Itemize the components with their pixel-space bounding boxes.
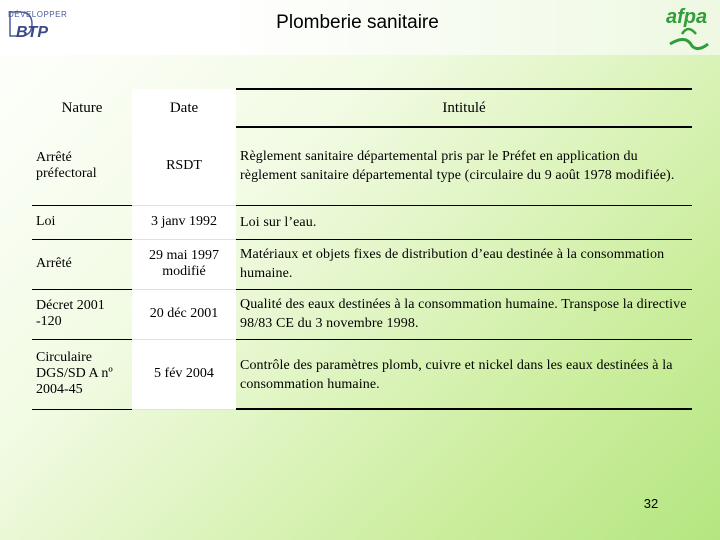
cell-date: RSDT xyxy=(132,127,236,205)
table-row xyxy=(32,127,692,205)
table-row xyxy=(32,289,692,339)
cell-date: 20 déc 2001 xyxy=(132,289,236,339)
slide-header xyxy=(0,0,720,55)
logo-left-line2: BTP xyxy=(16,24,48,41)
afpa-logo xyxy=(662,4,714,52)
page-title: Plomberie sanitaire xyxy=(276,12,439,33)
developper-btp-logo xyxy=(6,8,66,44)
page-number: 32 xyxy=(643,496,659,511)
afpa-logo-text: afpa xyxy=(666,6,708,28)
cell-nature: Arrêté préfectoral xyxy=(32,127,132,205)
table-row xyxy=(32,239,692,289)
logo-left-line1: DÉVELOPPER xyxy=(8,10,68,19)
cell-date: 5 fév 2004 xyxy=(132,339,236,409)
cell-nature: Arrêté xyxy=(32,239,132,289)
cell-intitule: Contrôle des paramètres plomb, cuivre et nickel dans les eaux destinées à la consommation humaine. xyxy=(236,339,692,409)
cell-intitule: Loi sur l’eau. xyxy=(236,205,692,239)
header-intitule: Intitulé xyxy=(236,89,692,127)
cell-intitule: Qualité des eaux destinées à la consommation humaine. Transpose la directive 98/83 CE du 3 novembre 1998. xyxy=(236,289,692,339)
cell-intitule: Règlement sanitaire départemental pris par le Préfet en application du règlement sanitaire départemental type (circulaire du 9 août 1978 modifiée). xyxy=(236,127,692,205)
cell-nature: Loi xyxy=(32,205,132,239)
table-row xyxy=(32,339,692,409)
cell-nature: Circulaire DGS/SD A nº 2004-45 xyxy=(32,339,132,409)
cell-nature: Décret 2001 -120 xyxy=(32,289,132,339)
cell-date: 29 mai 1997 modifié xyxy=(132,239,236,289)
regulations-table xyxy=(32,88,692,410)
cell-intitule: Matériaux et objets fixes de distribution d’eau destinée à la consommation humaine. xyxy=(236,239,692,289)
table-header-row xyxy=(32,89,692,127)
table-row xyxy=(32,205,692,239)
header-nature: Nature xyxy=(61,99,103,116)
cell-date: 3 janv 1992 xyxy=(132,205,236,239)
header-date: Date xyxy=(132,89,236,127)
